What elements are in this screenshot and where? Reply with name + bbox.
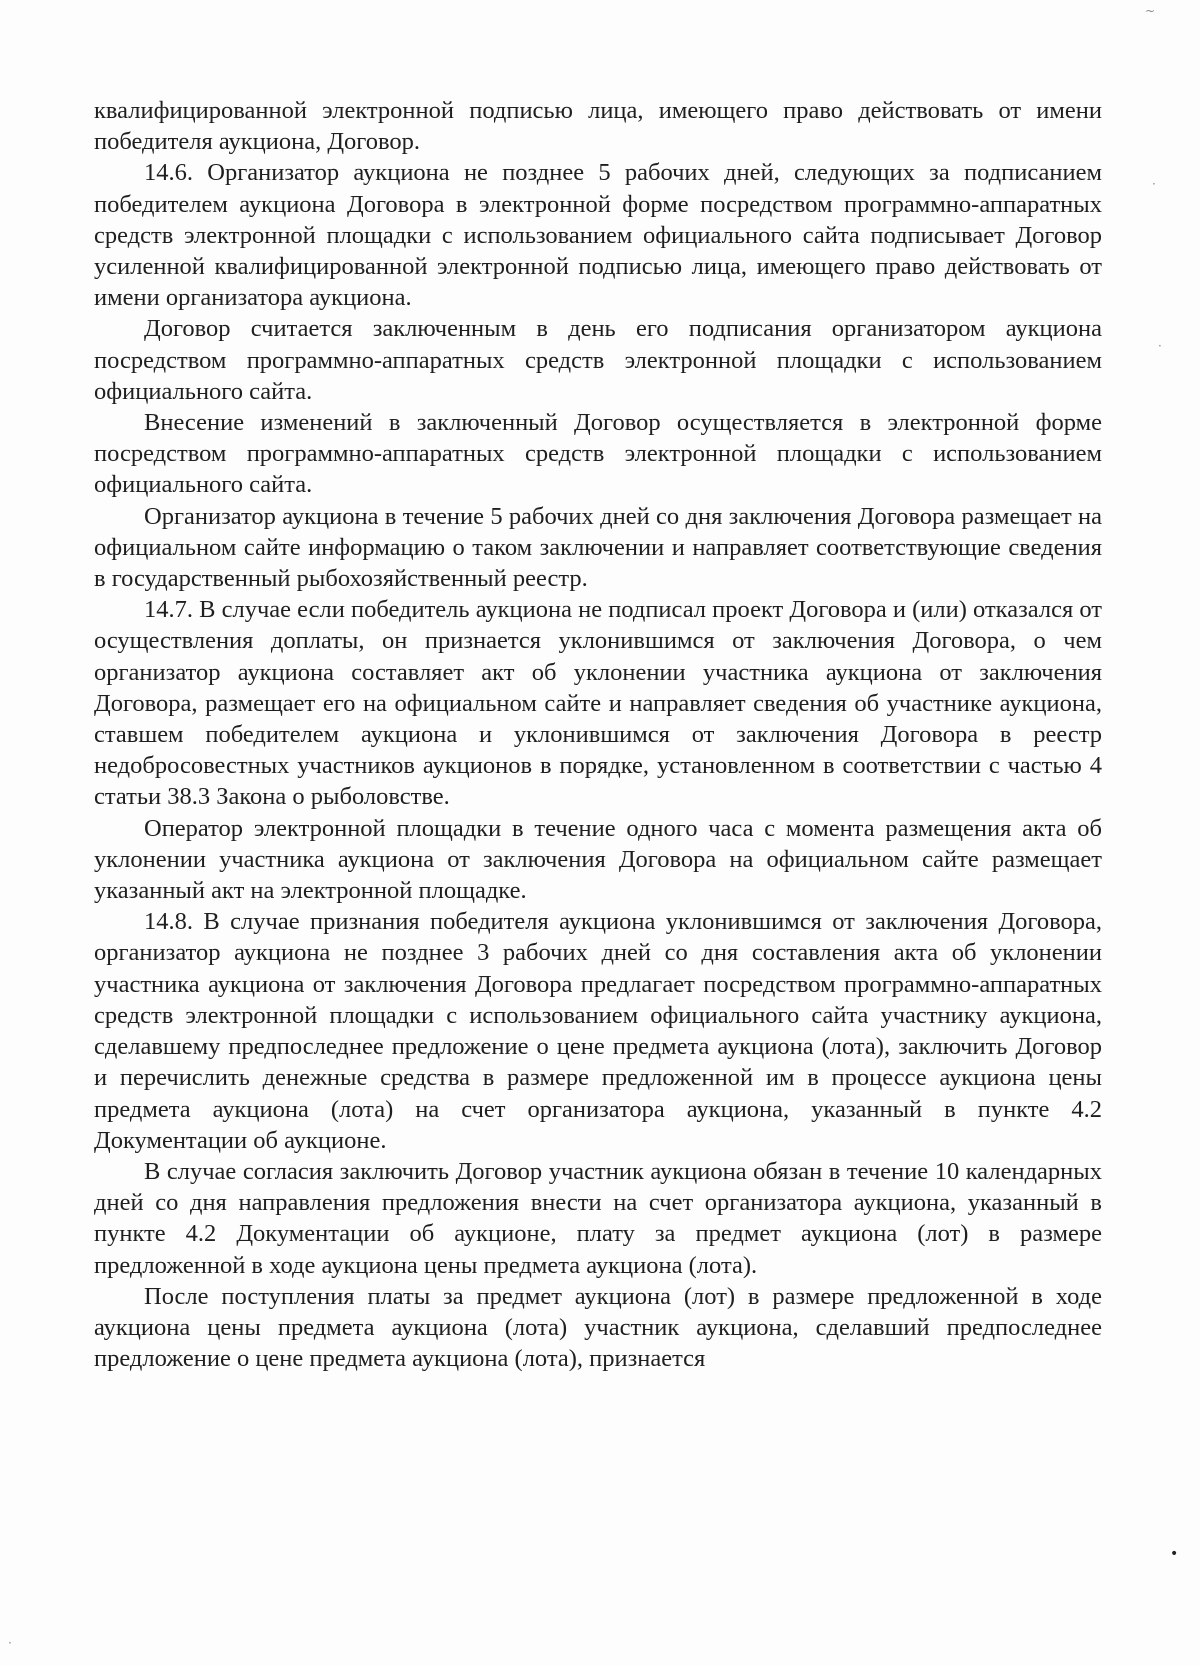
paragraph-14-8: 14.8. В случае признания победителя аукциона уклонившимся от заключения Договора, организатор аукциона не позднее 3 рабочих дней со дня составления акта об уклонении участника аукциона от заключения Договора предлагает посредством программно-аппаратных средств электронной площадки с использованием официального сайта участнику аукциона, сделавшему предпоследнее предложение о цене предмета аукциона (лота), заключить Договор и перечислить денежные средства в размере предложенной им в процессе аукциона цены предмета аукциона (лота) на счет организатора аукциона, указанный в пункте 4.2 Документации об аукционе. (94, 908, 1102, 1154)
paragraph-continuation: квалифицированной электронной подписью лица, имеющего право действовать от имени победителя аукциона, Договор. (94, 97, 1102, 156)
paragraph-14-7: 14.7. В случае если победитель аукциона не подписал проект Договора и (или) отказался от осуществления доплаты, он признается уклонившимся от заключения Договора, о чем организатор аукциона составляет акт об уклонении участника аукциона от заключения Договора, размещает его на официальном сайте и направляет сведения об участнике аукциона, ставшем победителем аукциона и уклонившимся от заключения Договора в реестр недобросовестных участников аукционов в порядке, установленном в соответствии с частью 4 статьи 38.3 Закона о рыболовстве. (94, 596, 1102, 811)
scan-speck-mark: · (1158, 339, 1162, 353)
scan-speck-mark: ~ (1145, 4, 1156, 18)
scan-speck-mark: · (1152, 177, 1156, 191)
paragraph-after-payment: После поступления платы за предмет аукциона (лот) в размере предложенной в ходе аукциона цены предмета аукциона (лота) участник аукциона, сделавший предпоследнее предложение о цене предмета аукциона (лота), признается (94, 1282, 1102, 1373)
scan-speck-mark: · (8, 1636, 12, 1650)
paragraph-consent: В случае согласия заключить Договор участник аукциона обязан в течение 10 календарных дней со дня направления предложения внести на счет организатора аукциона, указанный в пункте 4.2 Документации об аукционе, плату за предмет аукциона (лот) в размере предложенной в ходе аукциона цены предмета аукциона (лота). (94, 1157, 1102, 1279)
scan-dot-mark: • (1170, 1546, 1179, 1562)
document-body (94, 95, 1102, 1374)
paragraph-contract-concluded: Договор считается заключенным в день его подписания организатором аукциона посредством программно-аппаратных средств электронной площадки с использованием официального сайта. (94, 315, 1102, 405)
paragraph-14-6: 14.6. Организатор аукциона не позднее 5 рабочих дней, следующих за подписанием победителем аукциона Договора в электронной форме посредством программно-аппаратных средств электронной площадки с использованием официального сайта подписывает Договор усиленной квалифицированной электронной подписью лица, имеющего право действовать от имени организатора аукциона. (94, 159, 1102, 312)
paragraph-operator-publishes: Оператор электронной площадки в течение одного часа с момента размещения акта об уклонении участника аукциона от заключения Договора на официальном сайте размещает указанный акт на электронной площадке. (94, 814, 1102, 905)
paragraph-organizer-publishes: Организатор аукциона в течение 5 рабочих дней со дня заключения Договора размещает на официальном сайте информацию о таком заключении и направляет соответствующие сведения в государственный рыбохозяйственный реестр. (94, 502, 1102, 593)
paragraph-contract-changes: Внесение изменений в заключенный Договор осуществляется в электронной форме посредством программно-аппаратных средств электронной площадки с использованием официального сайта. (94, 409, 1102, 499)
